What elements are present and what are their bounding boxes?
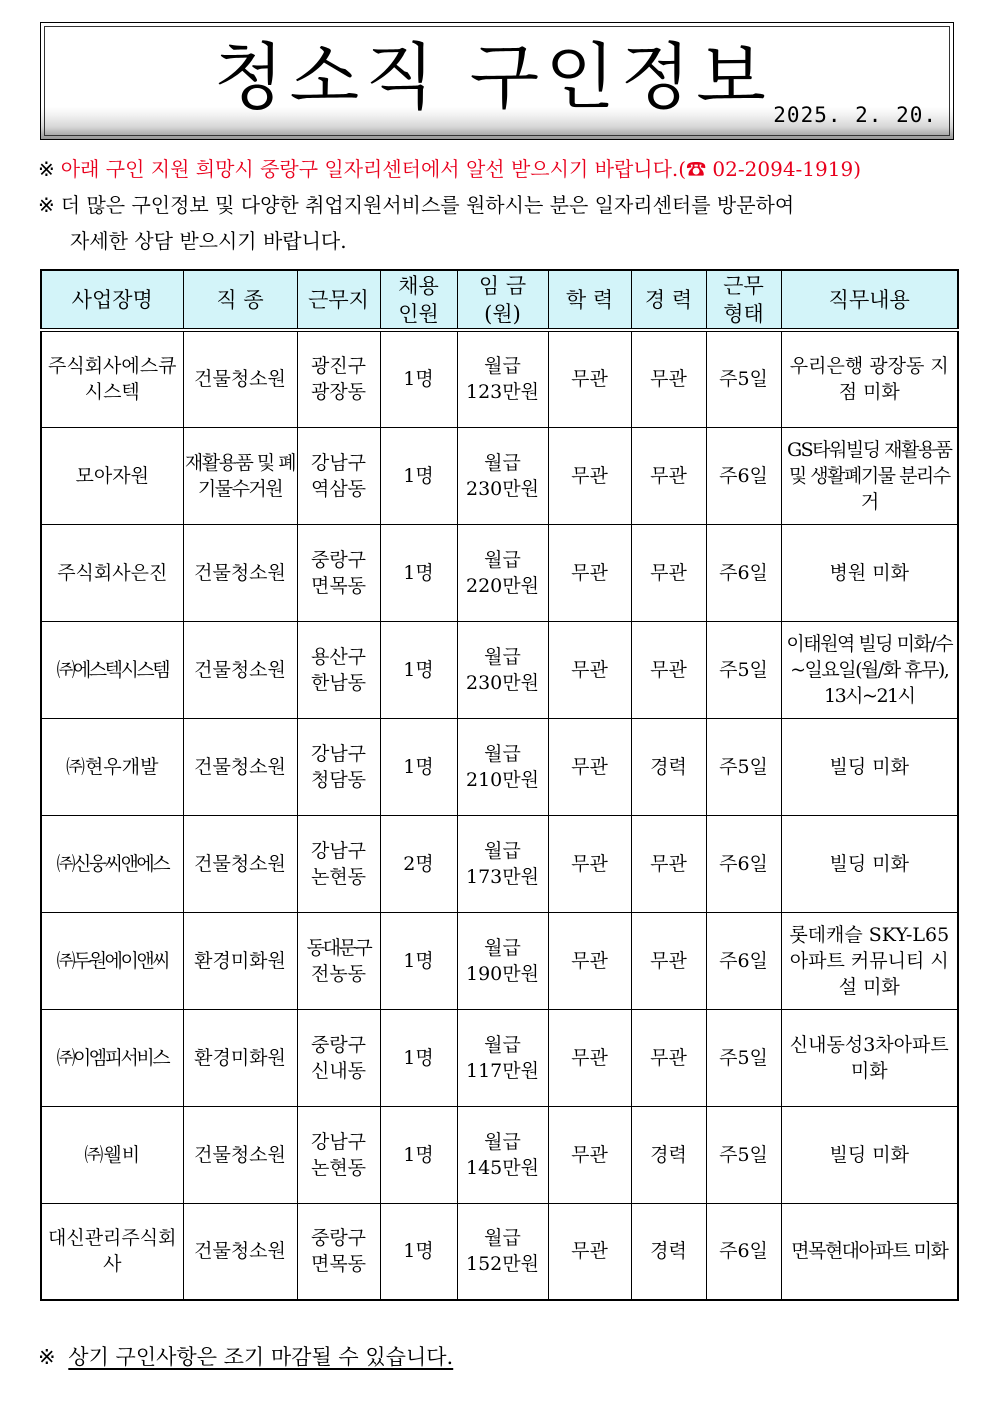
- job-cell: 환경미화원: [183, 912, 297, 1009]
- experience-cell: 무관: [631, 912, 706, 1009]
- header-wage-line2: (원): [484, 301, 521, 326]
- education-cell: 무관: [548, 330, 631, 427]
- location-district: 강남구: [310, 451, 367, 474]
- education-cell: 무관: [548, 427, 631, 524]
- table-row: [41, 621, 958, 718]
- hires-cell: 1명: [380, 912, 457, 1009]
- wage-cell: [457, 524, 548, 621]
- company-cell: ㈜이엠피서비스: [41, 1009, 183, 1106]
- table-row: [41, 1009, 958, 1106]
- education-cell: 무관: [548, 815, 631, 912]
- company-cell: 주식회사은진: [41, 524, 183, 621]
- table-row: [41, 524, 958, 621]
- education-cell: 무관: [548, 1203, 631, 1300]
- header-education: 학 력: [548, 270, 631, 330]
- company-cell: ㈜에스텍시스템: [41, 621, 183, 718]
- wage-amount: 117만원: [466, 1059, 539, 1082]
- table-row: [41, 330, 958, 427]
- job-cell: 건물청소원: [183, 815, 297, 912]
- company-cell: 모아자원: [41, 427, 183, 524]
- company-cell: ㈜웰비: [41, 1106, 183, 1203]
- workform-cell: 주6일: [706, 524, 781, 621]
- hires-cell: 1명: [380, 1106, 457, 1203]
- hires-cell: 1명: [380, 330, 457, 427]
- experience-cell: 무관: [631, 621, 706, 718]
- reference-mark: ※: [38, 1345, 56, 1369]
- wage-amount: 173만원: [466, 865, 539, 888]
- wage-amount: 152만원: [466, 1253, 539, 1276]
- duties-cell: GS타워빌딩 재활용품 및 생활폐기물 분리수거: [781, 427, 958, 524]
- location-neighborhood: 면목동: [310, 574, 367, 597]
- header-workform-line1: 근무: [723, 273, 764, 298]
- location-cell: [297, 1009, 380, 1106]
- table-row: [41, 718, 958, 815]
- job-cell: 건물청소원: [183, 330, 297, 427]
- workform-cell: 주5일: [706, 718, 781, 815]
- wage-type: 월급: [484, 1227, 521, 1250]
- notice-referral-text: 아래 구인 지원 희망시 중랑구 일자리센터에서 알선 받으시기 바랍니다.: [60, 157, 679, 181]
- location-district: 중랑구: [310, 548, 367, 571]
- header-workform: [706, 270, 781, 330]
- education-cell: 무관: [548, 524, 631, 621]
- phone-icon: ☎: [686, 157, 707, 181]
- wage-type: 월급: [484, 936, 521, 959]
- location-neighborhood: 광장동: [310, 381, 367, 404]
- education-cell: 무관: [548, 621, 631, 718]
- notice-visit-line2: 자세한 상담 받으시기 바랍니다.: [70, 229, 347, 253]
- reference-mark: ※: [38, 193, 55, 217]
- experience-cell: 경력: [631, 718, 706, 815]
- location-district: 광진구: [310, 355, 367, 378]
- wage-type: 월급: [484, 1033, 521, 1056]
- closing-notice-text: 상기 구인사항은 조기 마감될 수 있습니다.: [68, 1345, 454, 1369]
- table-row: [41, 1106, 958, 1203]
- wage-type: 월급: [484, 839, 521, 862]
- phone-number: 02-2094-1919): [706, 157, 861, 181]
- wage-amount: 190만원: [466, 962, 539, 985]
- location-cell: [297, 718, 380, 815]
- wage-amount: 230만원: [466, 477, 539, 500]
- table-header-row: [41, 270, 958, 330]
- wage-cell: [457, 1203, 548, 1300]
- experience-cell: 무관: [631, 330, 706, 427]
- location-cell: [297, 815, 380, 912]
- hires-cell: 1명: [380, 427, 457, 524]
- location-district: 중랑구: [310, 1227, 367, 1250]
- hires-cell: 1명: [380, 718, 457, 815]
- workform-cell: 주6일: [706, 815, 781, 912]
- workform-cell: 주5일: [706, 621, 781, 718]
- duties-cell: 빌딩 미화: [781, 718, 958, 815]
- location-neighborhood: 한남동: [310, 671, 367, 694]
- location-neighborhood: 역삼동: [310, 477, 367, 500]
- duties-cell: 우리은행 광장동 지점 미화: [781, 330, 958, 427]
- title-box: [40, 22, 954, 140]
- company-cell: 대신관리주식회사: [41, 1203, 183, 1300]
- job-cell: 건물청소원: [183, 1106, 297, 1203]
- header-workform-line2: 형태: [723, 301, 764, 326]
- wage-cell: [457, 718, 548, 815]
- experience-cell: 경력: [631, 1106, 706, 1203]
- company-cell: ㈜현우개발: [41, 718, 183, 815]
- header-location: 근무지: [297, 270, 380, 330]
- wage-type: 월급: [484, 355, 521, 378]
- wage-cell: [457, 621, 548, 718]
- duties-cell: 신내동성3차아파트 미화: [781, 1009, 958, 1106]
- experience-cell: 경력: [631, 1203, 706, 1300]
- header-hires-line2: 인원: [398, 301, 439, 326]
- notice-referral: [38, 152, 861, 186]
- notice-visit-text-line1: 더 많은 구인정보 및 다양한 취업지원서비스를 원하시는 분은 일자리센터를 방문하여: [60, 193, 795, 217]
- location-neighborhood: 면목동: [310, 1253, 367, 1276]
- wage-type: 월급: [484, 645, 521, 668]
- experience-cell: 무관: [631, 427, 706, 524]
- wage-cell: [457, 1009, 548, 1106]
- duties-cell: 병원 미화: [781, 524, 958, 621]
- experience-cell: 무관: [631, 524, 706, 621]
- closing-notice: [38, 1340, 453, 1374]
- job-cell: 환경미화원: [183, 1009, 297, 1106]
- hires-cell: 2명: [380, 815, 457, 912]
- wage-type: 월급: [484, 451, 521, 474]
- workform-cell: 주6일: [706, 427, 781, 524]
- location-cell: [297, 912, 380, 1009]
- education-cell: 무관: [548, 1106, 631, 1203]
- location-district: 중랑구: [310, 1033, 367, 1056]
- job-listing-table: [40, 269, 959, 1301]
- wage-type: 월급: [484, 742, 521, 765]
- hires-cell: 1명: [380, 1203, 457, 1300]
- location-cell: [297, 427, 380, 524]
- job-cell: 건물청소원: [183, 1203, 297, 1300]
- location-neighborhood: 논현동: [310, 865, 367, 888]
- wage-amount: 145만원: [466, 1156, 539, 1179]
- hires-cell: 1명: [380, 524, 457, 621]
- header-wage: [457, 270, 548, 330]
- wage-amount: 230만원: [466, 671, 539, 694]
- location-cell: [297, 1203, 380, 1300]
- duties-cell: 면목현대아파트 미화: [781, 1203, 958, 1300]
- workform-cell: 주5일: [706, 330, 781, 427]
- experience-cell: 무관: [631, 1009, 706, 1106]
- duties-cell: 빌딩 미화: [781, 1106, 958, 1203]
- header-hires: [380, 270, 457, 330]
- table-row: [41, 1203, 958, 1300]
- workform-cell: 주6일: [706, 912, 781, 1009]
- location-district: 강남구: [310, 742, 367, 765]
- location-cell: [297, 621, 380, 718]
- workform-cell: 주5일: [706, 1106, 781, 1203]
- education-cell: 무관: [548, 912, 631, 1009]
- wage-amount: 220만원: [466, 574, 539, 597]
- header-company: 사업장명: [41, 270, 183, 330]
- wage-type: 월급: [484, 1130, 521, 1153]
- location-district: 용산구: [310, 645, 367, 668]
- header-experience: 경 력: [631, 270, 706, 330]
- wage-cell: [457, 427, 548, 524]
- job-cell: 건물청소원: [183, 718, 297, 815]
- header-hires-line1: 채용: [398, 273, 439, 298]
- job-cell: 건물청소원: [183, 524, 297, 621]
- location-cell: [297, 1106, 380, 1203]
- education-cell: 무관: [548, 1009, 631, 1106]
- notice-visit: [38, 188, 794, 222]
- hires-cell: 1명: [380, 621, 457, 718]
- job-cell: 건물청소원: [183, 621, 297, 718]
- duties-cell: 빌딩 미화: [781, 815, 958, 912]
- header-wage-line1: 임 금: [478, 273, 527, 298]
- location-neighborhood: 전농동: [310, 962, 367, 985]
- wage-cell: [457, 815, 548, 912]
- reference-mark: ※: [38, 157, 55, 181]
- location-cell: [297, 524, 380, 621]
- wage-cell: [457, 1106, 548, 1203]
- education-cell: 무관: [548, 718, 631, 815]
- wage-amount: 123만원: [466, 381, 539, 404]
- hires-cell: 1명: [380, 1009, 457, 1106]
- location-neighborhood: 신내동: [310, 1059, 367, 1082]
- location-district: 강남구: [310, 839, 367, 862]
- wage-type: 월급: [484, 548, 521, 571]
- location-neighborhood: 논현동: [310, 1156, 367, 1179]
- location-district: 강남구: [310, 1130, 367, 1153]
- table-row: [41, 427, 958, 524]
- job-cell: 재활용품 및 폐기물수거원: [183, 427, 297, 524]
- location-neighborhood: 청담동: [310, 768, 367, 791]
- duties-cell: 롯데캐슬 SKY-L65 아파트 커뮤니티 시설 미화: [781, 912, 958, 1009]
- table-row: [41, 912, 958, 1009]
- phone-open-paren: (: [678, 157, 687, 181]
- experience-cell: 무관: [631, 815, 706, 912]
- location-district: 동대문구: [306, 936, 371, 959]
- page-title: 청소직 구인정보: [214, 35, 772, 119]
- company-cell: ㈜두원에이앤씨: [41, 912, 183, 1009]
- company-cell: ㈜신웅씨앤에스: [41, 815, 183, 912]
- wage-cell: [457, 330, 548, 427]
- wage-cell: [457, 912, 548, 1009]
- wage-amount: 210만원: [466, 768, 539, 791]
- header-duties: 직무내용: [781, 270, 958, 330]
- workform-cell: 주5일: [706, 1009, 781, 1106]
- issue-date: 2025. 2. 20.: [773, 103, 937, 127]
- header-job: 직 종: [183, 270, 297, 330]
- location-cell: [297, 330, 380, 427]
- workform-cell: 주6일: [706, 1203, 781, 1300]
- table-row: [41, 815, 958, 912]
- duties-cell: 이태원역 빌딩 미화/수~일요일(월/화 휴무), 13시~21시: [781, 621, 958, 718]
- company-cell: 주식회사에스큐시스텍: [41, 330, 183, 427]
